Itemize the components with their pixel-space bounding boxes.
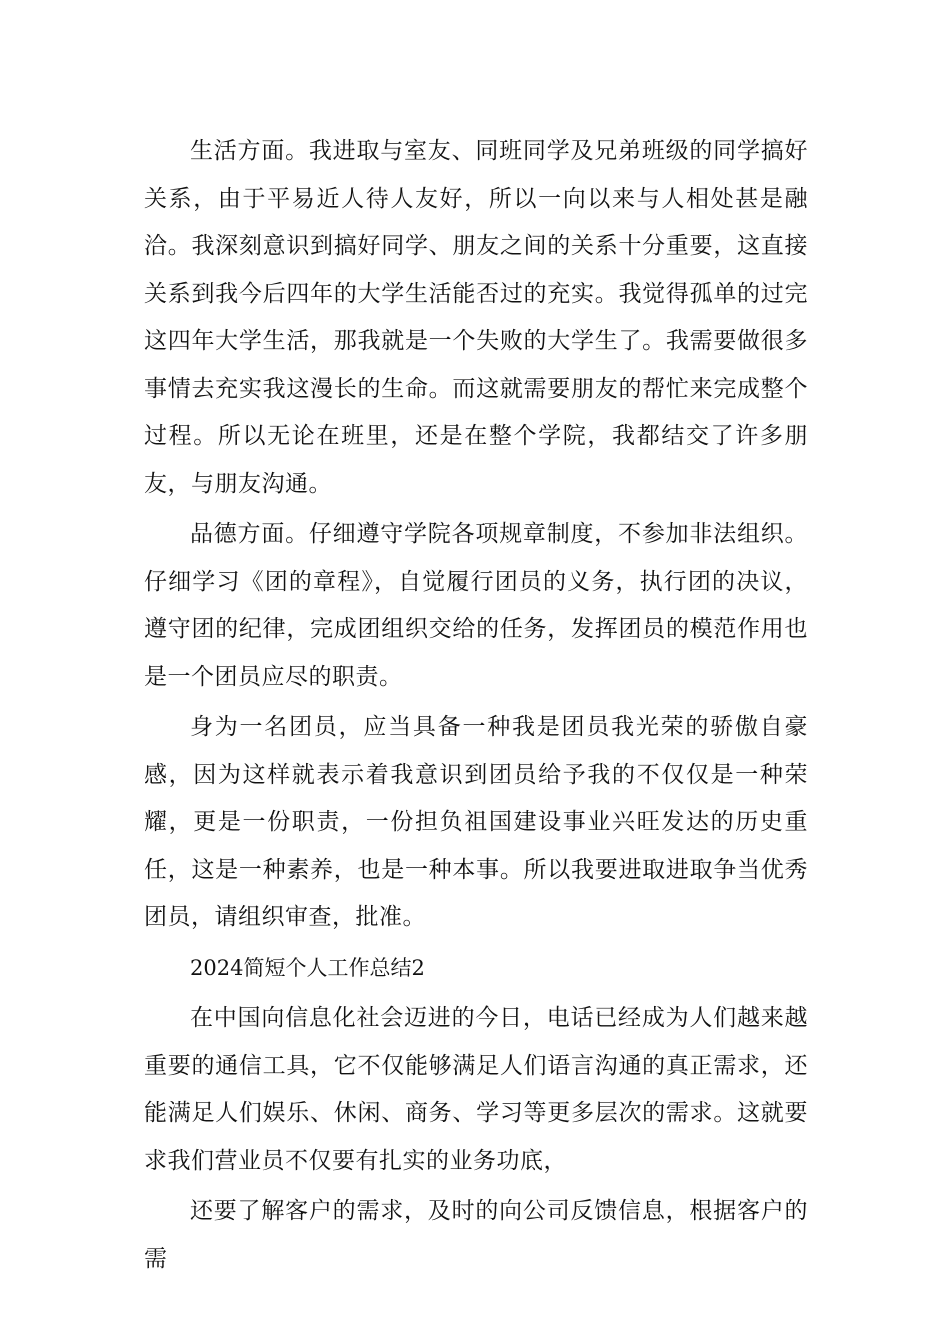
paragraph-morality: 品德方面。仔细遵守学院各项规章制度，不参加非法组织。仔细学习《团的章程》，自觉履行团员的义务，执行团的决议，遵守团的纪律，完成团组织交给的任务，发挥团员的模范作用也是一个团员应尽的职责。: [144, 521, 808, 690]
document-body: [144, 128, 808, 1283]
paragraph-telecom: 在中国向信息化社会迈进的今日，电话已经成为人们越来越重要的通信工具，它不仅能够满足人们语言沟通的真正需求，还能满足人们娱乐、休闲、商务、学习等更多层次的需求。这就要求我们营业员不仅要有扎实的业务功底，: [144, 1005, 808, 1174]
section-heading: 2024简短个人工作总结2: [190, 955, 425, 980]
paragraph-customer-needs: 还要了解客户的需求，及时的向公司反馈信息，根据客户的需: [144, 1198, 808, 1272]
paragraph-life: 生活方面。我进取与室友、同班同学及兄弟班级的同学搞好关系，由于平易近人待人友好，所以一向以来与人相处甚是融洽。我深刻意识到搞好同学、朋友之间的关系十分重要，这直接关系到我今后四年的大学生活能否过的充实。我觉得孤单的过完这四年大学生活，那我就是一个失败的大学生了。我需要做很多事情去充实我这漫长的生命。而这就需要朋友的帮忙来完成整个过程。所以无论在班里，还是在整个学院，我都结交了许多朋友，与朋友沟通。: [144, 138, 808, 497]
paragraph-member-duty: 身为一名团员，应当具备一种我是团员我光荣的骄傲自豪感，因为这样就表示着我意识到团员给予我的不仅仅是一种荣耀，更是一份职责，一份担负祖国建设事业兴旺发达的历史重任，这是一种素养，也是一种本事。所以我要进取进取争当优秀团员，请组织审查，批准。: [144, 714, 808, 930]
